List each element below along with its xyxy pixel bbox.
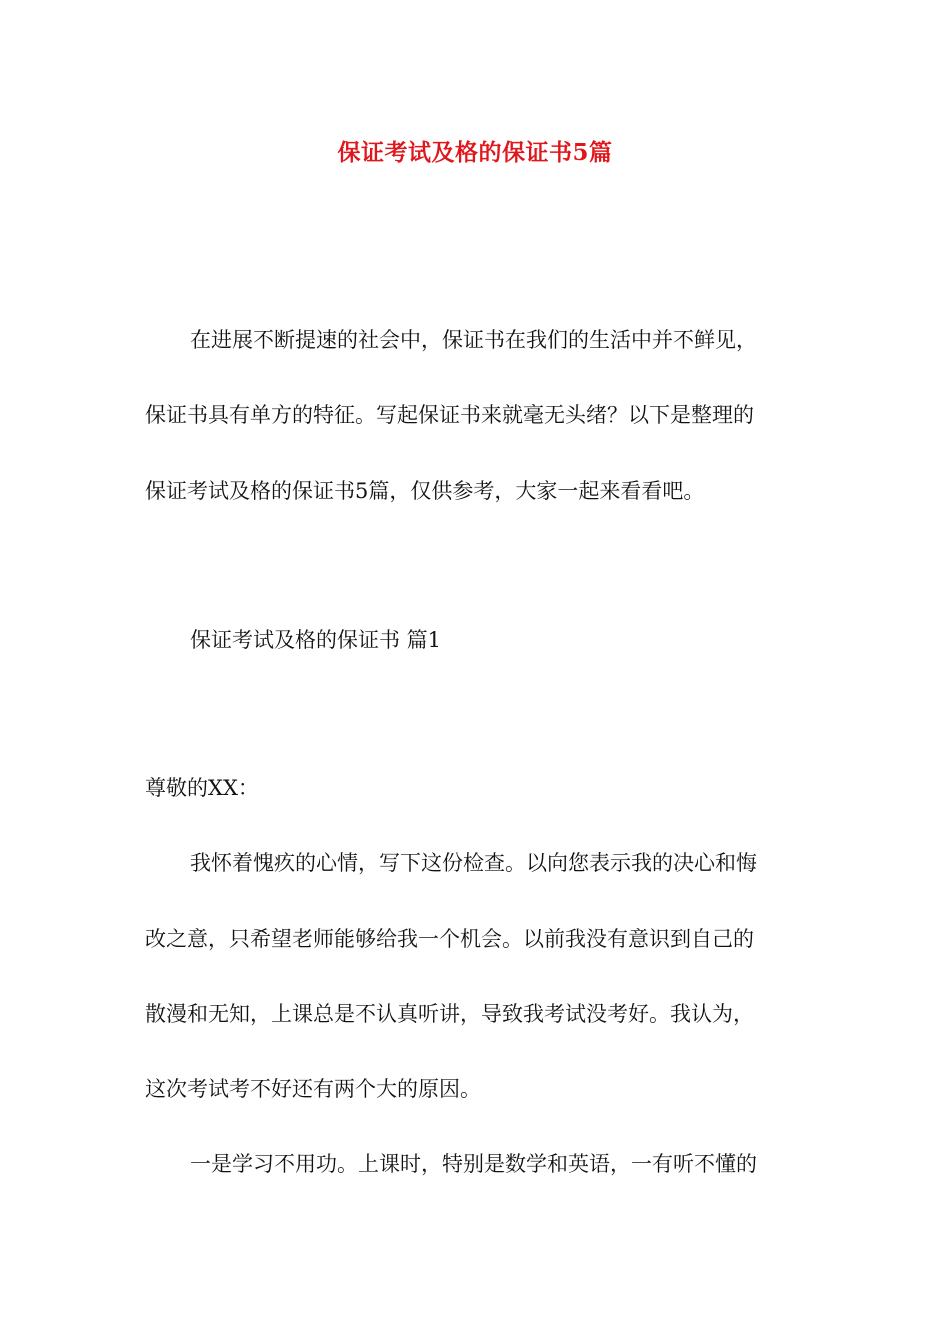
intro-line-2: 保证书具有单方的特征。写起保证书来就毫无头绪？以下是整理的 bbox=[145, 403, 754, 427]
body-line-3: 散漫和无知，上课总是不认真听讲，导致我考试没考好。我认为， bbox=[145, 1002, 754, 1026]
document-title: 保证考试及格的保证书5篇 bbox=[337, 139, 613, 166]
intro-line-3: 保证考试及格的保证书5篇，仅供参考，大家一起来看看吧。 bbox=[145, 479, 705, 503]
intro-line-1: 在进展不断提速的社会中，保证书在我们的生活中并不鲜见， bbox=[190, 328, 757, 352]
body-line-5: 一是学习不用功。上课时，特别是数学和英语，一有听不懂的 bbox=[190, 1152, 757, 1176]
body-line-1: 我怀着愧疚的心情，写下这份检查。以向您表示我的决心和悔 bbox=[190, 851, 757, 875]
salutation: 尊敬的XX： bbox=[145, 776, 259, 800]
section-heading: 保证考试及格的保证书 篇1 bbox=[190, 628, 442, 652]
body-line-2: 改之意，只希望老师能够给我一个机会。以前我没有意识到自己的 bbox=[145, 927, 754, 951]
body-line-4: 这次考试考不好还有两个大的原因。 bbox=[145, 1077, 481, 1101]
